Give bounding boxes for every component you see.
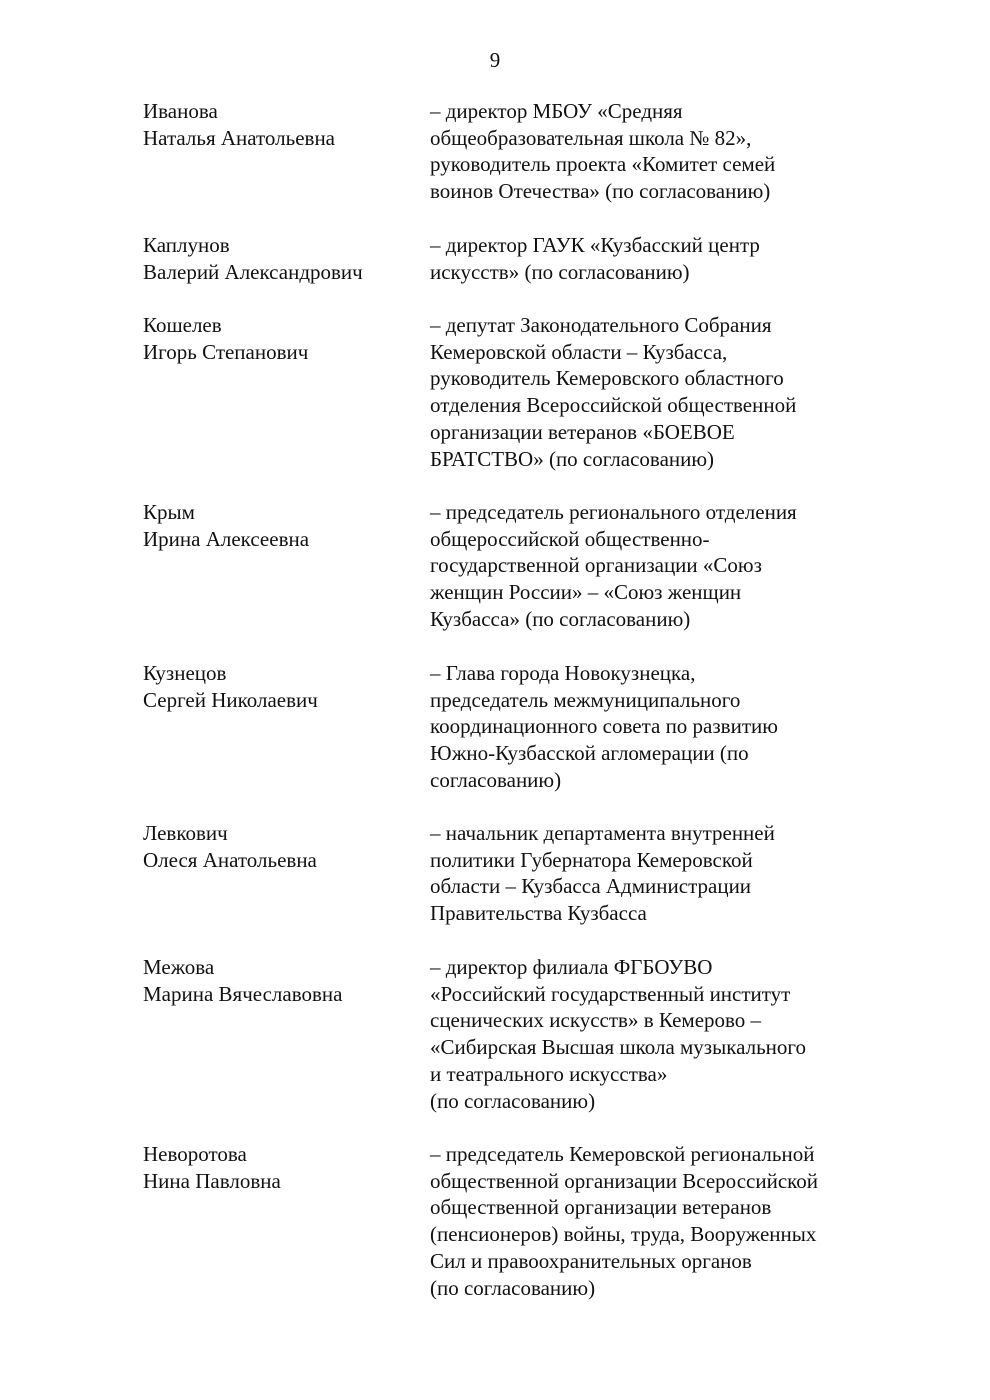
role-line: сценических искусств» в Кемерово – — [430, 1008, 762, 1033]
role-line: Южно-Кузбасской агломерации (по — [430, 741, 749, 766]
member-role — [430, 660, 880, 794]
member-name — [143, 312, 413, 365]
member-role — [430, 1141, 880, 1301]
member-role — [430, 820, 880, 927]
member-given-names: Игорь Степанович — [143, 339, 309, 364]
role-line: государственной организации «Союз — [430, 553, 762, 578]
role-line: женщин России» – «Союз женщин — [430, 580, 742, 605]
role-line: общероссийской общественно- — [430, 526, 710, 551]
role-line: координационного совета по развитию — [430, 714, 778, 739]
role-line: – начальник департамента внутренней — [430, 821, 775, 845]
member-name — [143, 954, 413, 1007]
member-given-names: Сергей Николаевич — [143, 687, 318, 712]
role-line: и театрального искусства» — [430, 1061, 668, 1086]
member-given-names: Валерий Александрович — [143, 259, 363, 284]
role-line: руководитель Кемеровского областного — [430, 366, 784, 391]
role-line: политики Губернатора Кемеровской — [430, 847, 753, 872]
member-surname: Крым — [143, 500, 195, 524]
role-line: согласованию) — [430, 767, 562, 792]
role-line: – директор ГАУК «Кузбасский центр — [430, 233, 760, 257]
member-surname: Межова — [143, 955, 215, 979]
role-line: Кемеровской области – Кузбасса, — [430, 339, 728, 364]
member-role — [430, 312, 880, 472]
role-line: председатель межмуниципального — [430, 687, 741, 712]
member-surname: Каплунов — [143, 233, 230, 257]
member-surname: Левкович — [143, 821, 228, 845]
role-line: – директор филиала ФГБОУВО — [430, 955, 713, 979]
member-role — [430, 954, 880, 1114]
role-line: – председатель Кемеровской региональной — [430, 1142, 815, 1166]
role-line: Кузбасса» (по согласованию) — [430, 606, 691, 631]
member-name — [143, 1141, 413, 1194]
member-surname: Иванова — [143, 99, 218, 123]
member-surname: Кошелев — [143, 313, 222, 337]
role-line: руководитель проекта «Комитет семей — [430, 152, 776, 177]
member-name — [143, 232, 413, 285]
role-line: искусств» (по согласованию) — [430, 259, 690, 284]
role-line: – председатель регионального отделения — [430, 500, 797, 524]
role-line: общественной организации Всероссийской — [430, 1168, 819, 1193]
role-line: Правительства Кузбасса — [430, 901, 647, 926]
member-role — [430, 232, 880, 285]
role-line: отделения Всероссийской общественной — [430, 393, 797, 418]
role-line: (пенсионеров) войны, труда, Вооруженных — [430, 1222, 817, 1247]
role-line: «Сибирская Высшая школа музыкального — [430, 1035, 806, 1060]
role-line: воинов Отечества» (по согласованию) — [430, 179, 771, 204]
member-given-names: Олеся Анатольевна — [143, 847, 317, 872]
member-given-names: Марина Вячеславовна — [143, 981, 343, 1006]
member-given-names: Нина Павловна — [143, 1168, 281, 1193]
role-line: (по согласованию) — [430, 1275, 596, 1300]
member-name — [143, 499, 413, 552]
role-line: (по согласованию) — [430, 1088, 596, 1113]
role-line: – депутат Законодательного Собрания — [430, 313, 772, 337]
member-name — [143, 660, 413, 713]
member-role — [430, 499, 880, 633]
role-line: «Российский государственный институт — [430, 981, 791, 1006]
role-line: БРАТСТВО» (по согласованию) — [430, 446, 715, 471]
member-given-names: Ирина Алексеевна — [143, 526, 310, 551]
role-line: общественной организации ветеранов — [430, 1195, 772, 1220]
role-line: – Глава города Новокузнецка, — [430, 661, 696, 685]
member-surname: Неворотова — [143, 1142, 247, 1166]
member-role — [430, 98, 880, 205]
role-line: – директор МБОУ «Средняя — [430, 99, 683, 123]
member-name — [143, 820, 413, 873]
member-surname: Кузнецов — [143, 661, 227, 685]
role-line: области – Кузбасса Администрации — [430, 874, 752, 899]
role-line: общеобразовательная школа № 82», — [430, 125, 752, 150]
role-line: Сил и правоохранительных органов — [430, 1248, 752, 1273]
member-name — [143, 98, 413, 151]
role-line: организации ветеранов «БОЕВОЕ — [430, 419, 735, 444]
page-number: 9 — [489, 48, 501, 72]
member-given-names: Наталья Анатольевна — [143, 125, 336, 150]
